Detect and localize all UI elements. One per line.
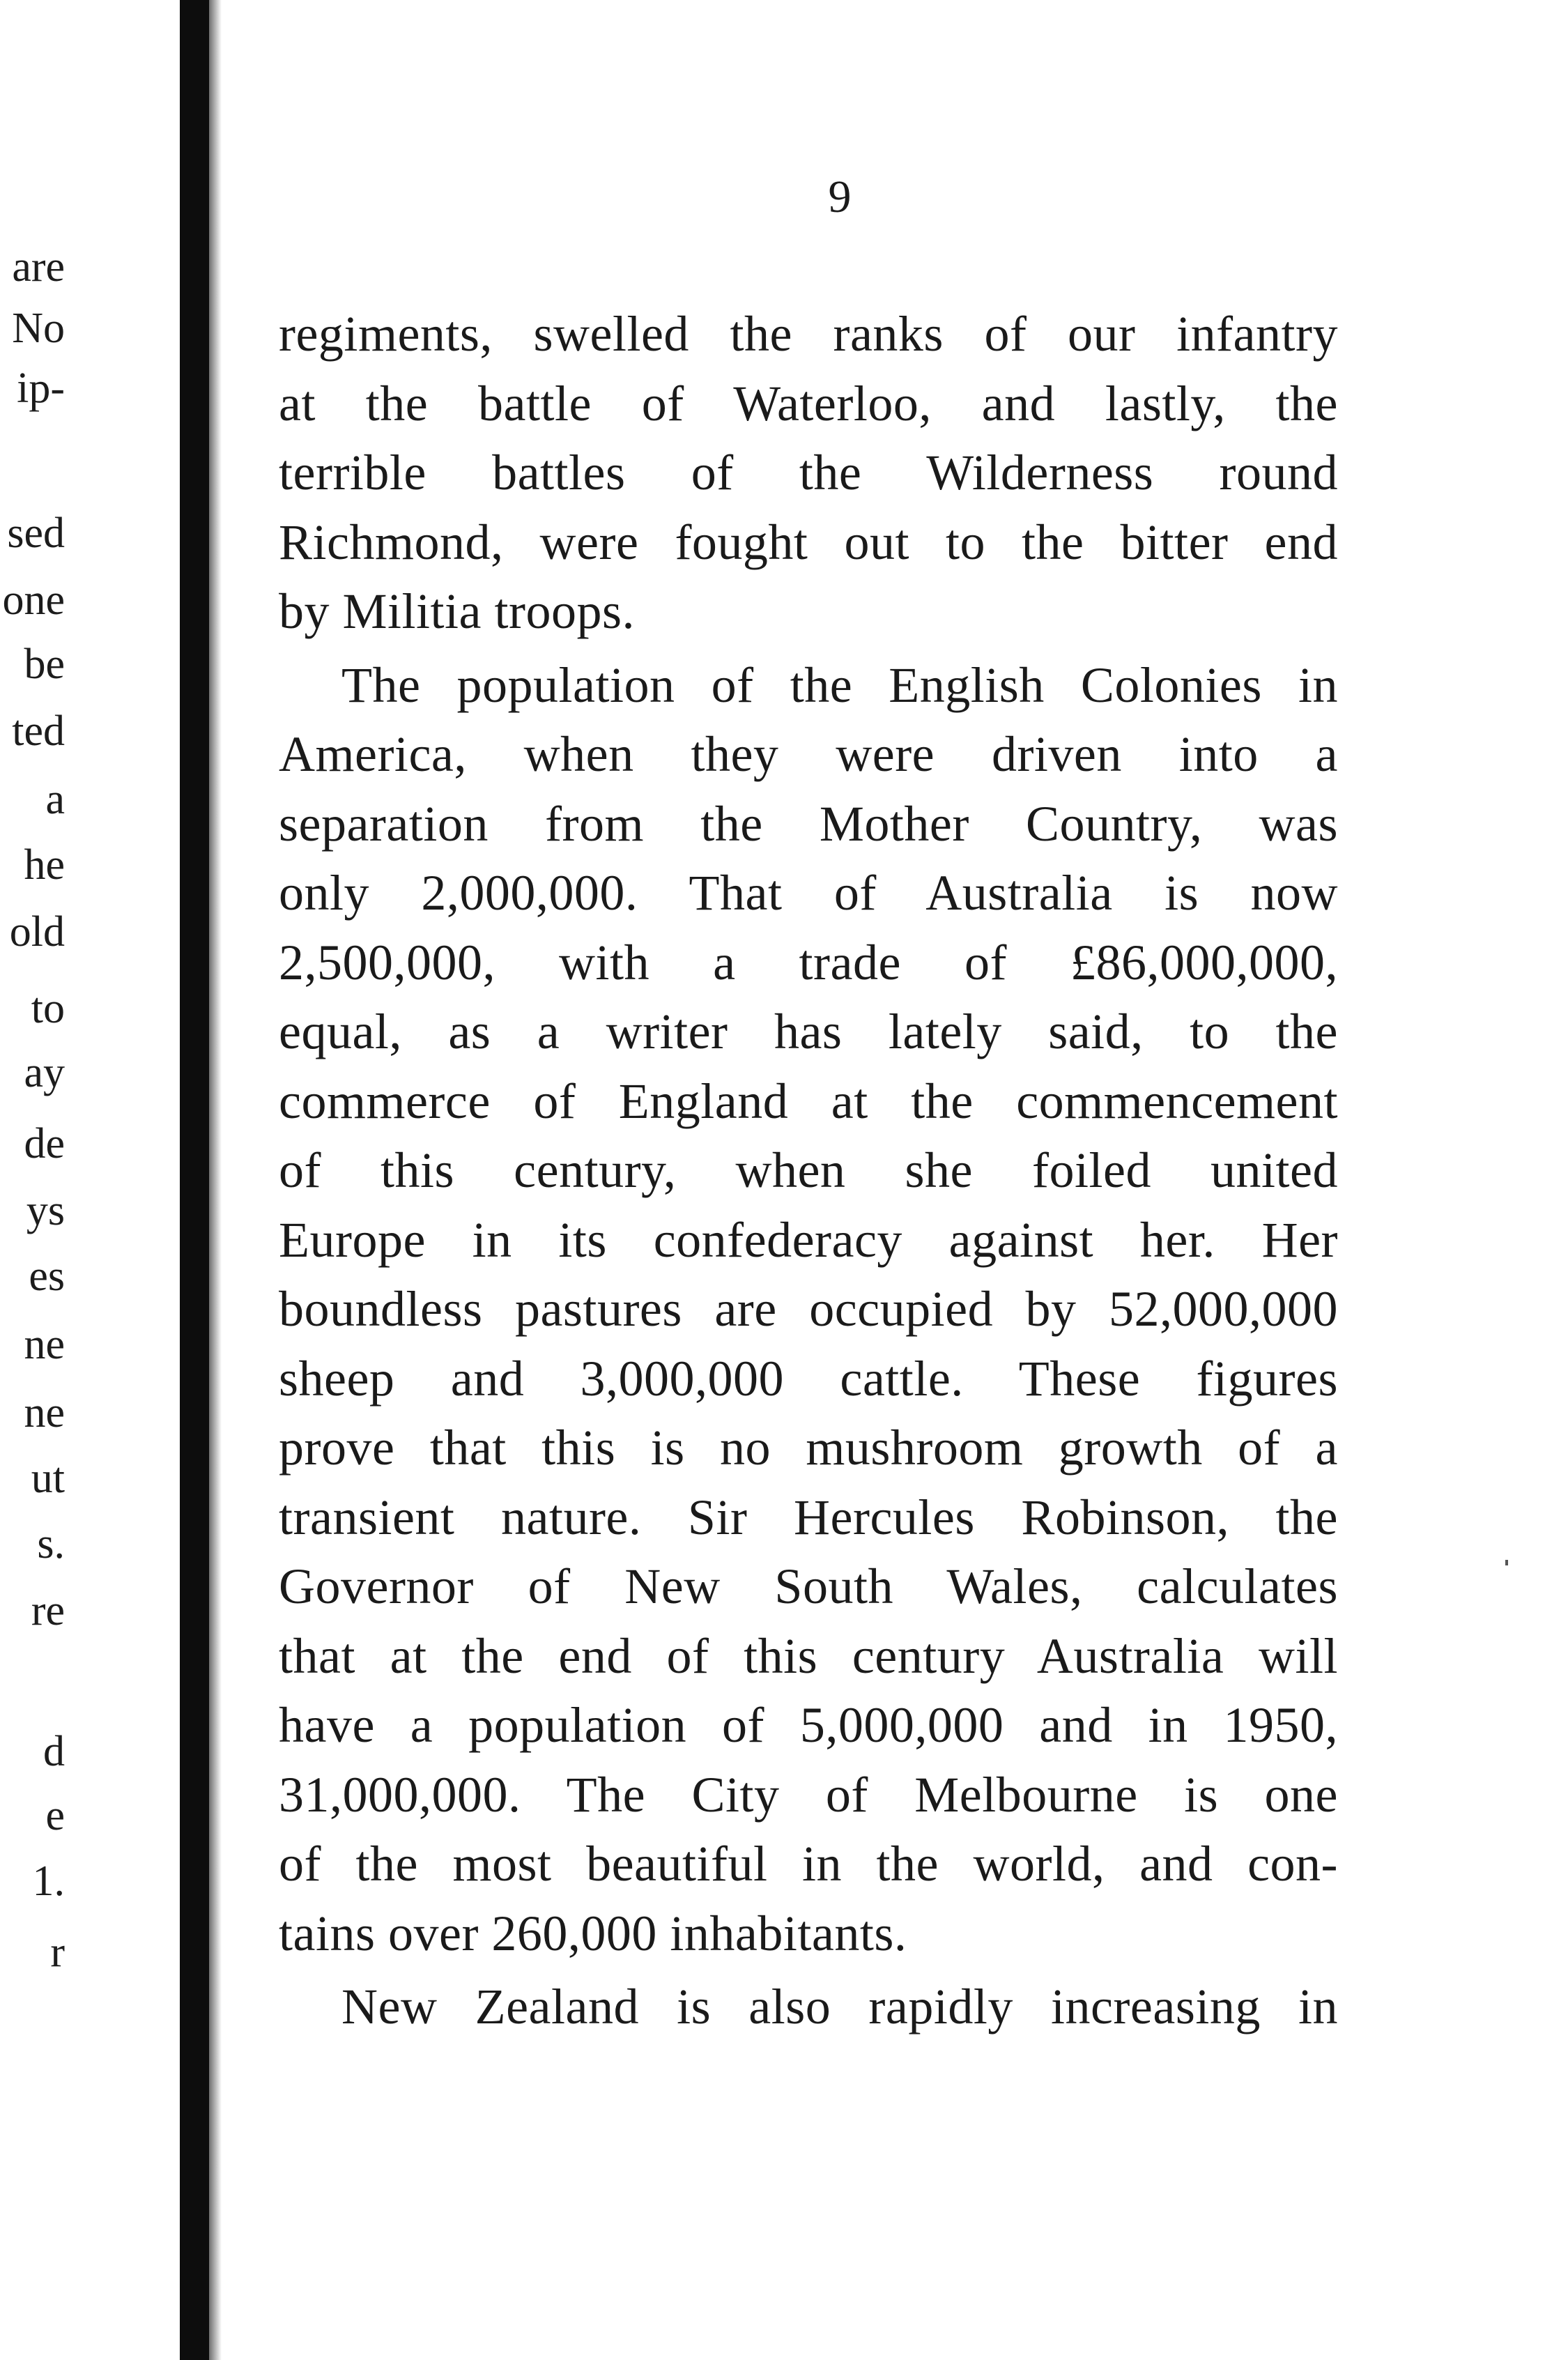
text-line: prove that this is no mushroom growth of a (279, 1420, 1338, 1476)
text-line: Europe in its confederacy against her. Her (279, 1211, 1338, 1268)
text-line: transient nature. Sir Hercules Robinson, the (279, 1489, 1338, 1545)
book-gutter (180, 0, 209, 2360)
margin-fragment: sed (7, 509, 65, 557)
margin-fragment: ted (12, 707, 65, 755)
margin-fragment: ys (26, 1187, 65, 1234)
text-line: separation from the Mother Country, was (279, 795, 1338, 852)
text-line: Richmond, were fought out to the bitter end (279, 514, 1338, 570)
margin-fragment: d (43, 1728, 65, 1775)
text-line: America, when they were driven into a (279, 726, 1338, 782)
margin-fragment: ay (24, 1049, 65, 1096)
paragraph (279, 300, 1338, 647)
gutter-shadow (209, 0, 222, 2360)
margin-fragment: ut (31, 1455, 65, 1502)
margin-fragment: e (45, 1792, 65, 1839)
text-line: at the battle of Waterloo, and lastly, the (279, 375, 1338, 431)
text-line: 2,500,000, with a trade of £86,000,000, (279, 934, 1338, 990)
text-line: of this century, when she foiled united (279, 1142, 1338, 1198)
text-line: sheep and 3,000,000 cattle. These figures (279, 1350, 1338, 1407)
margin-fragment: No (12, 305, 65, 352)
text-line: 31,000,000. The City of Melbourne is one (279, 1766, 1338, 1823)
margin-fragment: a (45, 776, 65, 823)
margin-fragment: r (50, 1929, 65, 1976)
margin-fragment: one (2, 576, 65, 624)
text-line: boundless pastures are occupied by 52,000,000 (279, 1281, 1338, 1337)
facing-page-edge (0, 0, 180, 2360)
text-line: equal, as a writer has lately said, to the (279, 1004, 1338, 1059)
margin-fragment: old (9, 908, 65, 956)
text-line: that at the end of this century Australia will (279, 1627, 1338, 1684)
margin-fragment: be (24, 641, 65, 688)
text-line: have a population of 5,000,000 and in 1950, (279, 1697, 1338, 1753)
text-line: tains over 260,000 inhabitants. (279, 1905, 907, 1961)
text-line: terrible battles of the Wilderness round (279, 445, 1338, 500)
margin-fragment: to (31, 985, 65, 1032)
text-line: only 2,000,000. That of Australia is now (279, 865, 1338, 921)
margin-fragment: are (12, 243, 65, 291)
margin-fragment: s. (37, 1520, 65, 1568)
text-line: The population of the English Colonies in (341, 657, 1338, 713)
print-speck (1505, 1560, 1508, 1565)
text-line: regiments, swelled the ranks of our infantry (279, 306, 1338, 362)
paragraph (279, 651, 1338, 1969)
text-line: New Zealand is also rapidly increasing in (341, 1979, 1338, 2035)
text-line: of the most beautiful in the world, and con- (279, 1836, 1338, 1892)
text-line: by Militia troops. (279, 583, 635, 639)
margin-fragment: 1. (32, 1857, 65, 1905)
margin-fragment: ip- (17, 365, 65, 412)
text-line: commerce of England at the commencement (279, 1073, 1338, 1129)
body-text (279, 300, 1338, 2042)
text-line: Governor of New South Wales, calculates (279, 1558, 1338, 1614)
margin-fragment: he (24, 841, 65, 889)
margin-fragment: re (31, 1587, 65, 1634)
margin-fragment: ne (24, 1389, 65, 1436)
page-number: 9 (828, 171, 852, 222)
margin-fragment: es (29, 1252, 65, 1300)
margin-fragment: de (24, 1120, 65, 1167)
paragraph (279, 1972, 1338, 2042)
margin-fragment: ne (24, 1321, 65, 1368)
